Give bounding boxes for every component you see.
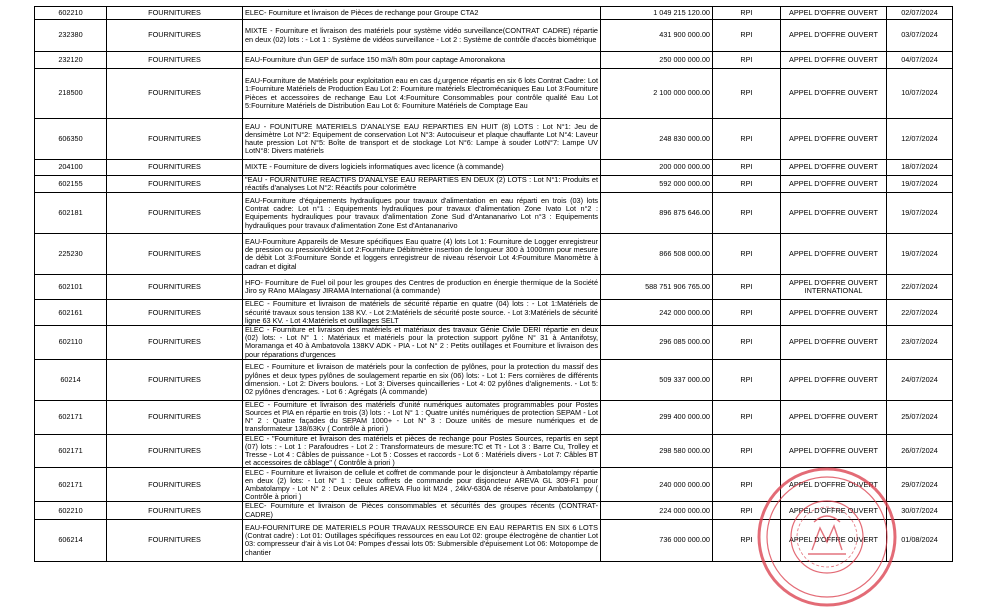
row-mode: RPI — [713, 519, 781, 561]
row-amount: 588 751 906 765.00 — [601, 275, 713, 300]
row-date: 19/07/2024 — [887, 193, 953, 234]
table-row — [35, 519, 953, 561]
row-mode: RPI — [713, 300, 781, 326]
row-procedure: APPEL D'OFFRE OUVERT — [781, 434, 887, 468]
row-description: ELEC- Fourniture et livraison de Pièces consommables et sécurités des groupes récents (CONTRAT-CADRE) — [243, 502, 601, 519]
row-description: ELEC - Fourniture et livraison des matériels d'unité numériques automates programmables pour Postes Sources et PIA en répartie en trois (3) lots : - Lot N° 1 : Quatre unités numériques de protection SEPAM - Lot N° 2 : Quatre façades du SEPAM 1000+ - Lot N° 3 : Douze unités de mesure numériques et de transformateur 138/63Kv ( Contrôle à priori ) — [243, 400, 601, 434]
row-date: 30/07/2024 — [887, 502, 953, 519]
row-type: FOURNITURES — [107, 300, 243, 326]
row-amount: 736 000 000.00 — [601, 519, 713, 561]
table-row — [35, 468, 953, 502]
row-procedure: APPEL D'OFFRE OUVERT — [781, 69, 887, 119]
row-date: 18/07/2024 — [887, 160, 953, 176]
row-amount: 592 000 000.00 — [601, 176, 713, 193]
row-mode: RPI — [713, 193, 781, 234]
row-code: 606350 — [35, 119, 107, 160]
row-procedure: APPEL D'OFFRE OUVERT — [781, 502, 887, 519]
row-procedure: APPEL D'OFFRE OUVERT — [781, 119, 887, 160]
row-type: FOURNITURES — [107, 502, 243, 519]
table-row — [35, 400, 953, 434]
row-mode: RPI — [713, 69, 781, 119]
row-code: 218500 — [35, 69, 107, 119]
row-code: 232120 — [35, 52, 107, 69]
row-procedure: APPEL D'OFFRE OUVERT — [781, 234, 887, 275]
table-row — [35, 275, 953, 300]
row-date: 29/07/2024 — [887, 468, 953, 502]
procurement-plan-sheet — [34, 6, 952, 562]
row-amount: 242 000 000.00 — [601, 300, 713, 326]
row-amount: 250 000 000.00 — [601, 52, 713, 69]
table-row — [35, 52, 953, 69]
row-type: FOURNITURES — [107, 20, 243, 52]
row-date: 26/07/2024 — [887, 434, 953, 468]
row-type: FOURNITURES — [107, 7, 243, 20]
row-mode: RPI — [713, 326, 781, 360]
row-procedure: APPEL D'OFFRE OUVERT — [781, 519, 887, 561]
row-mode: RPI — [713, 400, 781, 434]
row-amount: 866 508 000.00 — [601, 234, 713, 275]
row-description: ELEC - Fourniture et livraison de matériels pour la confection de pylônes, pour la protection du massif des pylônes et deux types pylônes de soulagement repartie en six (06) lots: - Lot 1: Fers cornières de différents dimension. - Lot 2: Divers boulons. - Lot 3: Diverses quincailleries - Lot 4: 02 pylônes d'alignements. - Lot 5: 02 pylônes d'encrages. - Lot 6 : Agrégats (À commande) — [243, 359, 601, 400]
row-date: 12/07/2024 — [887, 119, 953, 160]
table-row — [35, 193, 953, 234]
table-row — [35, 234, 953, 275]
row-type: FOURNITURES — [107, 359, 243, 400]
row-procedure: APPEL D'OFFRE OUVERT — [781, 7, 887, 20]
table-row — [35, 20, 953, 52]
row-date: 22/07/2024 — [887, 300, 953, 326]
row-date: 04/07/2024 — [887, 52, 953, 69]
row-amount: 1 049 215 120.00 — [601, 7, 713, 20]
row-code: 602210 — [35, 502, 107, 519]
row-amount: 240 000 000.00 — [601, 468, 713, 502]
row-amount: 248 830 000.00 — [601, 119, 713, 160]
table-row — [35, 300, 953, 326]
row-procedure: APPEL D'OFFRE OUVERT INTERNATIONAL — [781, 275, 887, 300]
row-amount: 299 400 000.00 — [601, 400, 713, 434]
row-amount: 224 000 000.00 — [601, 502, 713, 519]
row-description: MIXTE - Fourniture et livraison des matériels pour système vidéo surveillance(CONTRAT CADRE) répartie en deux (02) lots : - Lot 1 : Système de vidéos surveillance - Lot 2 : Système de contrôle d'accès biométrique — [243, 20, 601, 52]
row-type: FOURNITURES — [107, 69, 243, 119]
row-code: 204100 — [35, 160, 107, 176]
row-amount: 296 085 000.00 — [601, 326, 713, 360]
row-code: 606214 — [35, 519, 107, 561]
table-row — [35, 434, 953, 468]
row-amount: 2 100 000 000.00 — [601, 69, 713, 119]
row-type: FOURNITURES — [107, 434, 243, 468]
row-code: 602101 — [35, 275, 107, 300]
row-date: 22/07/2024 — [887, 275, 953, 300]
row-code: 602181 — [35, 193, 107, 234]
row-code: 225230 — [35, 234, 107, 275]
row-type: FOURNITURES — [107, 468, 243, 502]
row-description: EAU-FOURNITURE DE MATERIELS POUR TRAVAUX RESSOURCE EN EAU REPARTIS EN SIX 6 LOTS (Contrat cadre) : Lot 01: Outillages spécifiques ressources en eau Lot 02: groupe électrogène de chantier Lot 03: compresseur d'air à vis Lot 04: Pompes d'essai lots 05: Submersible d'épuisement Lot 06: Motopompe de chantier — [243, 519, 601, 561]
row-description: EAU-Fourniture d'équipements hydrauliques pour travaux d'alimentation en eau réparti en trois (03) lots Contrat cadre: Lot n°1 : Equipements hydrauliques pour travaux d'alimentation Zone Ivato Lot n°2 : Equipements hydrauliques pour travaux d'alimentation Zone Sud d'Antananarivo Lot n°3 : Equipements hydrauliques pour travaux d'alimentation Zone Est d'Antananarivo — [243, 193, 601, 234]
row-date: 02/07/2024 — [887, 7, 953, 20]
procurement-plan-table — [34, 6, 953, 562]
row-date: 03/07/2024 — [887, 20, 953, 52]
row-procedure: APPEL D'OFFRE OUVERT — [781, 300, 887, 326]
row-description: ELEC - Fourniture et livraison des matériels et matériaux des travaux Génie Civile DERI répartie en deux (02) lots: - Lot N° 1 : Matériaux et matériels pour la protection support pylône N° 31 à Antanifotsy, Moramanga et 40 à Ambatovola 138KV ADK - PIA - Lot N° 2 : Petits outillages et Fourniture et livraison des pour réparations d'urgences — [243, 326, 601, 360]
row-date: 25/07/2024 — [887, 400, 953, 434]
row-description: ELEC- Fourniture et livraison de Pièces de rechange pour Groupe CTA2 — [243, 7, 601, 20]
row-description: EAU - FOUNITURE MATERIELS D'ANALYSE EAU REPARTIES EN HUIT (8) LOTS : Lot N°1: Jeu de densimètre Lot N°2: Equipement de conservation Lot N°3: Autocuiseur et plaque chauffante Lot N°4: Laveur haute pression Lot N°5: Boîte de transport et de stockage Lot N°6: Lampe à souder LotN°7: Lampe UV LotN°8: Divers matériels — [243, 119, 601, 160]
row-description: ELEC - "Fourniture et livraison des matériels et pièces de rechange pour Postes Sources, repartis en sept (07) lots : - Lot 1 : Parafoudres - Lot 2 : Transformateurs de mesure:TC et Tt - Lot 3 : Barre Cu, Trolley et Tresse - Lot 4 : Câbles de puissance - Lot 5 : Cosses et raccords - Lot 6 : Matériels divers - Lot 7: Câbles BT et accessoires de câblage" ( Contrôle à priori ) — [243, 434, 601, 468]
row-date: 23/07/2024 — [887, 326, 953, 360]
row-date: 24/07/2024 — [887, 359, 953, 400]
row-amount: 896 875 646.00 — [601, 193, 713, 234]
row-mode: RPI — [713, 468, 781, 502]
row-type: FOURNITURES — [107, 326, 243, 360]
row-mode: RPI — [713, 160, 781, 176]
table-row — [35, 326, 953, 360]
row-code: 60214 — [35, 359, 107, 400]
table-row — [35, 160, 953, 176]
row-mode: RPI — [713, 359, 781, 400]
row-code: 232380 — [35, 20, 107, 52]
table-row — [35, 119, 953, 160]
table-row — [35, 502, 953, 519]
table-row — [35, 359, 953, 400]
row-description: EAU-Fourniture Appareils de Mesure spécifiques Eau quatre (4) lots Lot 1: Fourniture de Logger enregistreur de pression ou pression/débit Lot 2:Fourniture Débitmètre insertion de longueur 300 à 1000mm pour mesure de débit Lot 3:Fourniture Sonde et loggers enregistreur de niveau réservoir Lot 4:Fourniture Manomètre à cadran et digital — [243, 234, 601, 275]
row-type: FOURNITURES — [107, 52, 243, 69]
row-procedure: APPEL D'OFFRE OUVERT — [781, 468, 887, 502]
row-mode: RPI — [713, 434, 781, 468]
row-date: 19/07/2024 — [887, 234, 953, 275]
row-date: 10/07/2024 — [887, 69, 953, 119]
row-code: 602171 — [35, 434, 107, 468]
row-procedure: APPEL D'OFFRE OUVERT — [781, 176, 887, 193]
row-amount: 509 337 000.00 — [601, 359, 713, 400]
row-description: ELEC - Fourniture et livraison de matériels de sécurité répartie en quatre (04) lots : - Lot 1:Matériels de sécurité travaux sous tension 138 KV. - Lot 2:Matériels de sécurité poste source. - Lot 3:Matériels de sécurité ligne 63 KV. - Lot 4:Matériels et outillages SELT — [243, 300, 601, 326]
row-type: FOURNITURES — [107, 519, 243, 561]
row-mode: RPI — [713, 176, 781, 193]
row-description: EAU-Fourniture d'un GEP de surface 150 m3/h 80m pour captage Amoronakona — [243, 52, 601, 69]
row-type: FOURNITURES — [107, 234, 243, 275]
row-type: FOURNITURES — [107, 160, 243, 176]
row-procedure: APPEL D'OFFRE OUVERT — [781, 326, 887, 360]
table-row — [35, 69, 953, 119]
table-row — [35, 7, 953, 20]
row-procedure: APPEL D'OFFRE OUVERT — [781, 359, 887, 400]
row-mode: RPI — [713, 20, 781, 52]
row-mode: RPI — [713, 52, 781, 69]
row-code: 602110 — [35, 326, 107, 360]
row-procedure: APPEL D'OFFRE OUVERT — [781, 52, 887, 69]
row-mode: RPI — [713, 7, 781, 20]
row-type: FOURNITURES — [107, 400, 243, 434]
row-procedure: APPEL D'OFFRE OUVERT — [781, 160, 887, 176]
row-description: EAU-Fourniture de Matériels pour exploitation eau en cas d¿urgence répartis en six 6 lots Contrat Cadre: Lot 1:Fourniture Matériels de Production Eau Lot 2: Fourniture matériels Electromécaniques Eau Lot 3:Fourniture Pièces et accessoires de rechange Eau Lot 4:Fourniture Consommables pour contrôle qualité Eau Lot 5:Fourniture Matériels de Distribution Eau Lot 6: Fourniture Matériels de Comptage Eau — [243, 69, 601, 119]
row-type: FOURNITURES — [107, 119, 243, 160]
row-procedure: APPEL D'OFFRE OUVERT — [781, 400, 887, 434]
row-code: 602171 — [35, 400, 107, 434]
row-date: 19/07/2024 — [887, 176, 953, 193]
row-mode: RPI — [713, 119, 781, 160]
row-description: ELEC - Fourniture et livraison de cellule et coffret de commande pour le disjoncteur à Ambatolampy répartie en deux (2) lots: - Lot N° 1 : Deux coffrets de commande pour disjoncteur AREVA GL 309-F1 pour Ambatolampy - Lot N° 2 : Deux cellules AREVA Fluo kit M24 , 24kV-630A de réserve pour Ambatolampy ( Contrôle à priori ) — [243, 468, 601, 502]
row-procedure: APPEL D'OFFRE OUVERT — [781, 20, 887, 52]
row-amount: 298 580 000.00 — [601, 434, 713, 468]
row-amount: 431 900 000.00 — [601, 20, 713, 52]
table-row — [35, 176, 953, 193]
row-code: 602171 — [35, 468, 107, 502]
row-code: 602155 — [35, 176, 107, 193]
row-mode: RPI — [713, 234, 781, 275]
row-code: 602161 — [35, 300, 107, 326]
row-description: HFO- Fourniture de Fuel oil pour les groupes des Centres de production en énergie thermique de la Société Jiro sy RAno MAlagasy JIRAMA International (à commande) — [243, 275, 601, 300]
row-type: FOURNITURES — [107, 193, 243, 234]
row-code: 602210 — [35, 7, 107, 20]
row-type: FOURNITURES — [107, 275, 243, 300]
row-date: 01/08/2024 — [887, 519, 953, 561]
row-mode: RPI — [713, 275, 781, 300]
row-amount: 200 000 000.00 — [601, 160, 713, 176]
row-type: FOURNITURES — [107, 176, 243, 193]
row-description: "EAU - FOURNITURE REACTIFS D'ANALYSE EAU REPARTIES EN DEUX (2) LOTS : Lot N°1: Produits et réactifs d'analyses Lot N°2: Réactifs pour colorimètre — [243, 176, 601, 193]
row-description: MIXTE - Fourniture de divers logiciels informatiques avec licence (à commande) — [243, 160, 601, 176]
row-procedure: APPEL D'OFFRE OUVERT — [781, 193, 887, 234]
row-mode: RPI — [713, 502, 781, 519]
